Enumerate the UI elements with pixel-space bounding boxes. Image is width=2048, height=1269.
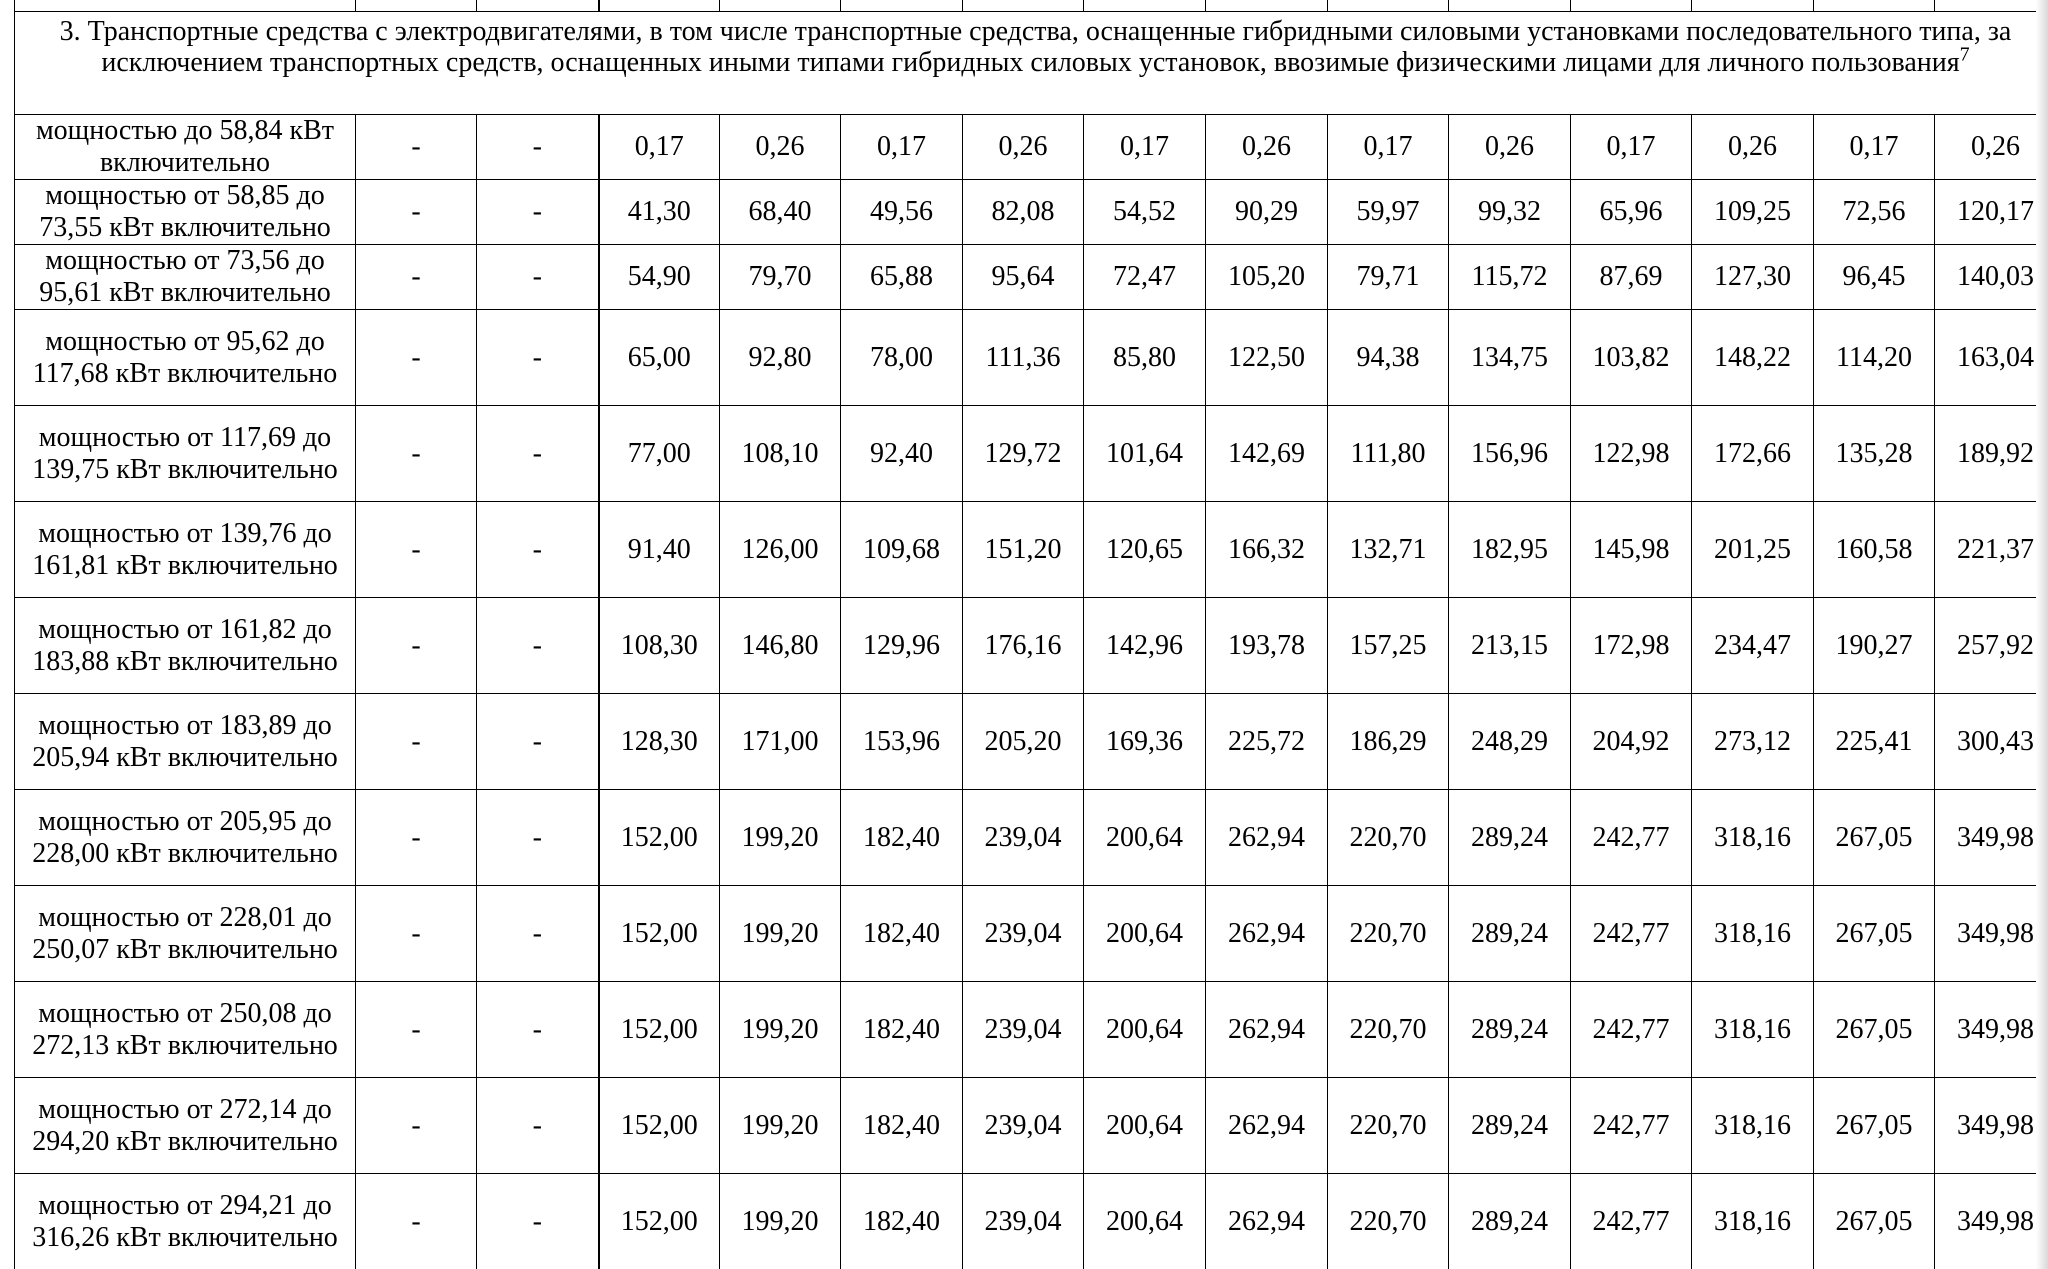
rate-value-cell: 152,00	[599, 886, 720, 982]
table-row	[15, 694, 2048, 790]
rate-value-cell: 148,22	[1692, 310, 1814, 406]
rate-value-cell: 101,64	[1084, 406, 1206, 502]
rate-value-cell: 318,16	[1692, 886, 1814, 982]
rate-value-cell: 172,66	[1692, 406, 1814, 502]
rate-value-cell: 96,45	[1814, 245, 1935, 310]
rate-value-cell: 200,64	[1084, 886, 1206, 982]
rate-value-cell: 79,70	[720, 245, 841, 310]
power-range-label: мощностью от 95,62 до 117,68 кВт включительно	[15, 310, 356, 406]
rate-value-cell: 109,25	[1692, 180, 1814, 245]
dash-cell: -	[477, 502, 599, 598]
rate-value-cell: 201,25	[1692, 502, 1814, 598]
rate-value-cell: 262,94	[1206, 790, 1328, 886]
rate-value-cell: 234,47	[1692, 598, 1814, 694]
rate-value-cell: 273,12	[1692, 694, 1814, 790]
power-range-label: мощностью от 205,95 до 228,00 кВт включительно	[15, 790, 356, 886]
dash-cell: -	[477, 1078, 599, 1174]
dash-cell: -	[356, 406, 477, 502]
rate-value-cell: 220,70	[1328, 790, 1449, 886]
rate-value-cell: 120,17	[1935, 180, 2048, 245]
rate-value-cell: 171,00	[720, 694, 841, 790]
rate-value-cell: 169,36	[1084, 694, 1206, 790]
power-range-label: мощностью от 58,85 до 73,55 кВт включительно	[15, 180, 356, 245]
rate-value-cell: 318,16	[1692, 790, 1814, 886]
rate-value-cell: 349,98	[1935, 1174, 2048, 1269]
rate-value-cell: 135,28	[1814, 406, 1935, 502]
rate-value-cell: 85,80	[1084, 310, 1206, 406]
rate-value-cell: 0,17	[1328, 115, 1449, 180]
rate-value-cell: 166,32	[1206, 502, 1328, 598]
rate-value-cell: 153,96	[841, 694, 963, 790]
rate-value-cell: 182,40	[841, 1078, 963, 1174]
rate-value-cell: 0,26	[1206, 115, 1328, 180]
rate-value-cell: 156,96	[1449, 406, 1571, 502]
rate-value-cell: 77,00	[599, 406, 720, 502]
rate-value-cell: 140,03	[1935, 245, 2048, 310]
rate-value-cell: 262,94	[1206, 1078, 1328, 1174]
rate-value-cell: 0,26	[720, 115, 841, 180]
rate-value-cell: 65,00	[599, 310, 720, 406]
dash-cell: -	[477, 115, 599, 180]
dash-cell: -	[477, 598, 599, 694]
dash-cell: -	[356, 502, 477, 598]
dash-cell: -	[477, 180, 599, 245]
rate-value-cell: 220,70	[1328, 1174, 1449, 1269]
rate-value-cell: 114,20	[1814, 310, 1935, 406]
table-row	[15, 790, 2048, 886]
rate-value-cell: 267,05	[1814, 1078, 1935, 1174]
rate-value-cell: 94,38	[1328, 310, 1449, 406]
power-range-label: мощностью от 294,21 до 316,26 кВт включительно	[15, 1174, 356, 1269]
dash-cell: -	[477, 694, 599, 790]
rate-value-cell: 54,52	[1084, 180, 1206, 245]
rate-value-cell: 0,17	[1814, 115, 1935, 180]
rate-value-cell: 128,30	[599, 694, 720, 790]
rate-value-cell: 90,29	[1206, 180, 1328, 245]
rate-value-cell: 182,40	[841, 886, 963, 982]
rate-value-cell: 105,20	[1206, 245, 1328, 310]
rate-value-cell: 289,24	[1449, 1174, 1571, 1269]
rate-value-cell: 182,40	[841, 1174, 963, 1269]
rate-value-cell: 318,16	[1692, 1174, 1814, 1269]
rate-value-cell: 92,80	[720, 310, 841, 406]
section-title: 3. Транспортные средства с электродвигателями, в том числе транспортные средства, оснащенные гибридными силовыми установками последовательного типа, за исключением транспортных средств, оснащенных иными типами гибридных силовых установок, ввозимые физическими лицами для личного пользования$^7$	[15, 12, 2048, 115]
rate-value-cell: 182,95	[1449, 502, 1571, 598]
rate-value-cell: 300,43	[1935, 694, 2048, 790]
rate-value-cell: 199,20	[720, 982, 841, 1078]
rate-value-cell: 239,04	[963, 1174, 1084, 1269]
power-range-label: мощностью от 117,69 до 139,75 кВт включительно	[15, 406, 356, 502]
rate-value-cell: 82,08	[963, 180, 1084, 245]
rate-value-cell: 163,04	[1935, 310, 2048, 406]
power-range-label: мощностью до 58,84 кВт включительно	[15, 115, 356, 180]
rate-value-cell: 349,98	[1935, 982, 2048, 1078]
rate-value-cell: 108,10	[720, 406, 841, 502]
rate-value-cell: 111,36	[963, 310, 1084, 406]
rate-value-cell: 122,50	[1206, 310, 1328, 406]
dash-cell: -	[356, 310, 477, 406]
rate-value-cell: 200,64	[1084, 1174, 1206, 1269]
rate-value-cell: 0,17	[599, 115, 720, 180]
page-edge-shadow	[2036, 0, 2048, 1269]
rate-value-cell: 146,80	[720, 598, 841, 694]
rate-value-cell: 242,77	[1571, 790, 1692, 886]
dash-cell: -	[477, 310, 599, 406]
dash-cell: -	[356, 982, 477, 1078]
rate-value-cell: 225,72	[1206, 694, 1328, 790]
rate-value-cell: 176,16	[963, 598, 1084, 694]
dash-cell: -	[356, 598, 477, 694]
power-range-label: мощностью от 139,76 до 161,81 кВт включительно	[15, 502, 356, 598]
table-row	[15, 180, 2048, 245]
rate-value-cell: 65,88	[841, 245, 963, 310]
rate-value-cell: 318,16	[1692, 982, 1814, 1078]
rate-value-cell: 349,98	[1935, 1078, 2048, 1174]
rate-value-cell: 152,00	[599, 1174, 720, 1269]
rate-value-cell: 157,25	[1328, 598, 1449, 694]
power-range-label: мощностью от 272,14 до 294,20 кВт включительно	[15, 1078, 356, 1174]
rate-value-cell: 0,26	[1935, 115, 2048, 180]
rate-value-cell: 92,40	[841, 406, 963, 502]
table-row	[15, 502, 2048, 598]
rate-value-cell: 0,17	[1571, 115, 1692, 180]
rate-value-cell: 142,69	[1206, 406, 1328, 502]
rate-value-cell: 41,30	[599, 180, 720, 245]
rate-value-cell: 239,04	[963, 886, 1084, 982]
rate-value-cell: 267,05	[1814, 982, 1935, 1078]
rate-value-cell: 267,05	[1814, 886, 1935, 982]
rate-value-cell: 262,94	[1206, 982, 1328, 1078]
rate-value-cell: 72,47	[1084, 245, 1206, 310]
rate-value-cell: 289,24	[1449, 886, 1571, 982]
rate-value-cell: 0,17	[1084, 115, 1206, 180]
rate-value-cell: 225,41	[1814, 694, 1935, 790]
rate-value-cell: 126,00	[720, 502, 841, 598]
rate-value-cell: 289,24	[1449, 790, 1571, 886]
rate-value-cell: 0,26	[963, 115, 1084, 180]
rate-value-cell: 109,68	[841, 502, 963, 598]
dash-cell: -	[477, 245, 599, 310]
dash-cell: -	[477, 982, 599, 1078]
rate-value-cell: 220,70	[1328, 886, 1449, 982]
rate-value-cell: 200,64	[1084, 982, 1206, 1078]
rate-value-cell: 239,04	[963, 790, 1084, 886]
rate-value-cell: 160,58	[1814, 502, 1935, 598]
rate-value-cell: 0,17	[841, 115, 963, 180]
rate-value-cell: 318,16	[1692, 1078, 1814, 1174]
section-header-row	[15, 12, 2048, 115]
rate-value-cell: 193,78	[1206, 598, 1328, 694]
rate-value-cell: 242,77	[1571, 1078, 1692, 1174]
rate-value-cell: 79,71	[1328, 245, 1449, 310]
dash-cell: -	[356, 790, 477, 886]
rate-value-cell: 220,70	[1328, 1078, 1449, 1174]
table-row	[15, 245, 2048, 310]
rate-value-cell: 186,29	[1328, 694, 1449, 790]
power-range-label: мощностью от 183,89 до 205,94 кВт включительно	[15, 694, 356, 790]
rate-value-cell: 289,24	[1449, 982, 1571, 1078]
rate-value-cell: 239,04	[963, 1078, 1084, 1174]
rate-value-cell: 129,72	[963, 406, 1084, 502]
dash-cell: -	[477, 790, 599, 886]
rate-value-cell: 151,20	[963, 502, 1084, 598]
rate-value-cell: 59,97	[1328, 180, 1449, 245]
dash-cell: -	[477, 406, 599, 502]
rate-value-cell: 213,15	[1449, 598, 1571, 694]
rate-value-cell: 152,00	[599, 982, 720, 1078]
table-row	[15, 1174, 2048, 1269]
rate-value-cell: 0,26	[1449, 115, 1571, 180]
rate-value-cell: 91,40	[599, 502, 720, 598]
rate-value-cell: 152,00	[599, 790, 720, 886]
rate-value-cell: 289,24	[1449, 1078, 1571, 1174]
table-row	[15, 115, 2048, 180]
dash-cell: -	[356, 115, 477, 180]
rate-value-cell: 267,05	[1814, 1174, 1935, 1269]
rate-value-cell: 242,77	[1571, 886, 1692, 982]
rate-value-cell: 152,00	[599, 1078, 720, 1174]
rate-value-cell: 87,69	[1571, 245, 1692, 310]
rate-value-cell: 0,26	[1692, 115, 1814, 180]
rate-value-cell: 129,96	[841, 598, 963, 694]
rate-value-cell: 108,30	[599, 598, 720, 694]
rate-value-cell: 199,20	[720, 1078, 841, 1174]
table-row	[15, 886, 2048, 982]
dash-cell: -	[356, 245, 477, 310]
power-range-label: мощностью от 250,08 до 272,13 кВт включительно	[15, 982, 356, 1078]
rate-value-cell: 262,94	[1206, 1174, 1328, 1269]
rate-value-cell: 120,65	[1084, 502, 1206, 598]
rate-value-cell: 115,72	[1449, 245, 1571, 310]
rate-value-cell: 199,20	[720, 1174, 841, 1269]
rate-value-cell: 182,40	[841, 982, 963, 1078]
rate-value-cell: 199,20	[720, 886, 841, 982]
dash-cell: -	[356, 886, 477, 982]
rate-value-cell: 95,64	[963, 245, 1084, 310]
dash-cell: -	[356, 694, 477, 790]
dash-cell: -	[477, 886, 599, 982]
cut-off-previous-row	[15, 0, 2048, 12]
table-row	[15, 598, 2048, 694]
rate-value-cell: 242,77	[1571, 982, 1692, 1078]
table-row	[15, 1078, 2048, 1174]
duty-rates-table	[14, 0, 2048, 1269]
rate-value-cell: 49,56	[841, 180, 963, 245]
rate-value-cell: 267,05	[1814, 790, 1935, 886]
rate-value-cell: 134,75	[1449, 310, 1571, 406]
rate-value-cell: 68,40	[720, 180, 841, 245]
dash-cell: -	[356, 180, 477, 245]
rate-value-cell: 145,98	[1571, 502, 1692, 598]
rate-value-cell: 111,80	[1328, 406, 1449, 502]
rate-value-cell: 99,32	[1449, 180, 1571, 245]
rate-value-cell: 205,20	[963, 694, 1084, 790]
rate-value-cell: 204,92	[1571, 694, 1692, 790]
rate-value-cell: 199,20	[720, 790, 841, 886]
power-range-label: мощностью от 228,01 до 250,07 кВт включительно	[15, 886, 356, 982]
rate-value-cell: 54,90	[599, 245, 720, 310]
rate-value-cell: 103,82	[1571, 310, 1692, 406]
rate-value-cell: 262,94	[1206, 886, 1328, 982]
rate-value-cell: 257,92	[1935, 598, 2048, 694]
rate-value-cell: 172,98	[1571, 598, 1692, 694]
rate-value-cell: 349,98	[1935, 886, 2048, 982]
rate-value-cell: 78,00	[841, 310, 963, 406]
table-row	[15, 406, 2048, 502]
power-range-label: мощностью от 161,82 до 183,88 кВт включительно	[15, 598, 356, 694]
rate-value-cell: 190,27	[1814, 598, 1935, 694]
rate-value-cell: 220,70	[1328, 982, 1449, 1078]
rate-value-cell: 65,96	[1571, 180, 1692, 245]
rate-value-cell: 349,98	[1935, 790, 2048, 886]
rate-value-cell: 189,92	[1935, 406, 2048, 502]
rate-value-cell: 221,37	[1935, 502, 2048, 598]
rate-value-cell: 200,64	[1084, 790, 1206, 886]
dash-cell: -	[477, 1174, 599, 1269]
table-row	[15, 310, 2048, 406]
rate-value-cell: 122,98	[1571, 406, 1692, 502]
table-row	[15, 982, 2048, 1078]
rate-value-cell: 242,77	[1571, 1174, 1692, 1269]
rate-value-cell: 248,29	[1449, 694, 1571, 790]
rate-value-cell: 132,71	[1328, 502, 1449, 598]
rate-value-cell: 127,30	[1692, 245, 1814, 310]
rate-value-cell: 182,40	[841, 790, 963, 886]
rate-value-cell: 200,64	[1084, 1078, 1206, 1174]
power-range-label: мощностью от 73,56 до 95,61 кВт включительно	[15, 245, 356, 310]
rate-value-cell: 142,96	[1084, 598, 1206, 694]
footnote-marker: 7	[1959, 43, 1970, 66]
dash-cell: -	[356, 1078, 477, 1174]
dash-cell: -	[356, 1174, 477, 1269]
rate-value-cell: 239,04	[963, 982, 1084, 1078]
cut-off-label	[15, 0, 356, 12]
rate-value-cell: 72,56	[1814, 180, 1935, 245]
